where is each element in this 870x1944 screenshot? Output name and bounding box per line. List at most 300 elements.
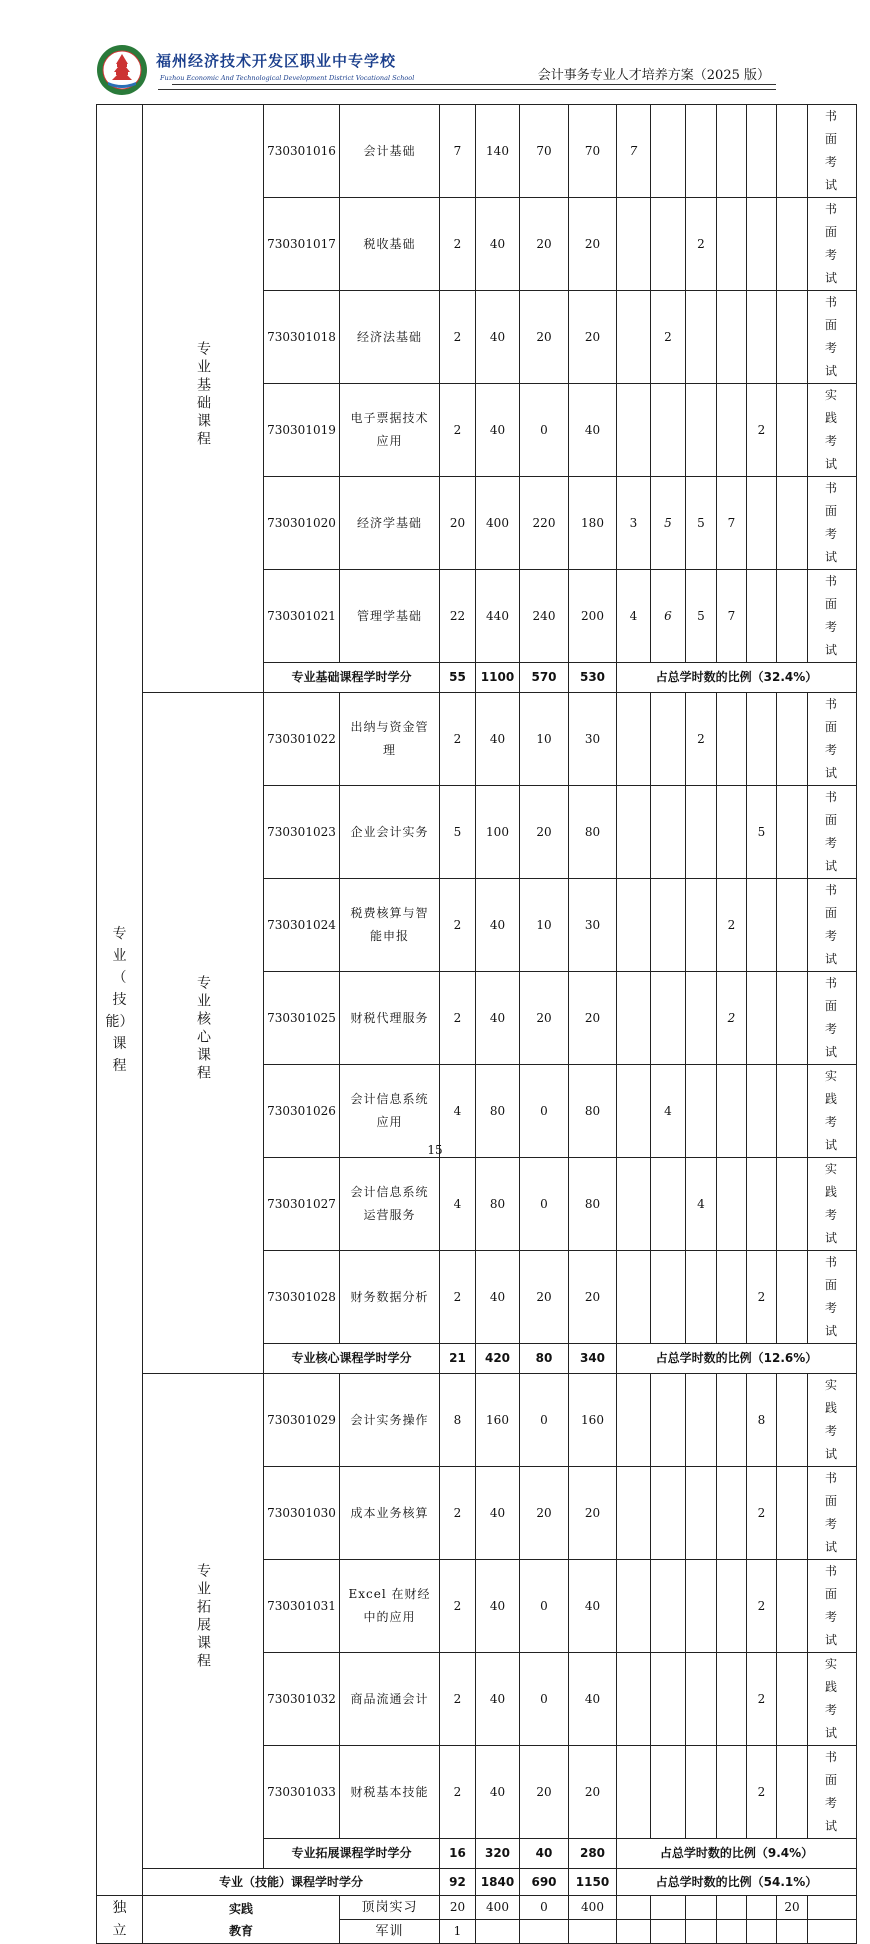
semester-s1 <box>617 1158 651 1251</box>
semester-s5 <box>747 1920 777 1944</box>
assessment-text: 书面考试 <box>824 976 839 1059</box>
semester-s3 <box>686 972 717 1065</box>
semester-s6 <box>777 1653 808 1746</box>
assessment <box>808 1467 857 1560</box>
semester-s4 <box>717 1560 747 1653</box>
course-hours: 40 <box>476 1560 520 1653</box>
group-label <box>143 1374 264 1869</box>
course-practice: 30 <box>569 879 617 972</box>
assessment <box>808 570 857 663</box>
semester-s5 <box>747 1896 777 1920</box>
practice-category <box>143 1896 340 1944</box>
summary-ratio: 占总学时数的比例（9.4%） <box>617 1839 857 1869</box>
course-credit: 7 <box>440 105 476 198</box>
semester-s3 <box>686 1920 717 1944</box>
semester-s2 <box>651 105 686 198</box>
semester-s1 <box>617 198 651 291</box>
course-theory: 20 <box>520 198 569 291</box>
summary-credit: 55 <box>440 663 476 693</box>
semester-s4: 2 <box>717 879 747 972</box>
summary-hours: 420 <box>476 1344 520 1374</box>
course-theory: 10 <box>520 879 569 972</box>
semester-s1 <box>617 291 651 384</box>
course-hours: 80 <box>476 1065 520 1158</box>
course-theory: 20 <box>520 972 569 1065</box>
course-name <box>340 1251 440 1344</box>
assessment-text: 书面考试 <box>824 574 839 657</box>
course-hours: 400 <box>476 477 520 570</box>
total-credit: 92 <box>440 1869 476 1896</box>
course-code: 730301027 <box>264 1158 340 1251</box>
semester-s6 <box>777 1920 808 1944</box>
semester-s3 <box>686 1467 717 1560</box>
semester-s2 <box>651 786 686 879</box>
semester-s2 <box>651 1920 686 1944</box>
course-code: 730301018 <box>264 291 340 384</box>
assessment <box>808 1896 857 1920</box>
course-name <box>340 1158 440 1251</box>
course-theory: 0 <box>520 1560 569 1653</box>
course-credit: 2 <box>440 1653 476 1746</box>
course-theory: 20 <box>520 1746 569 1839</box>
semester-s5 <box>747 477 777 570</box>
assessment-text: 书面考试 <box>824 1564 839 1647</box>
course-code: 730301033 <box>264 1746 340 1839</box>
practice-practice: 400 <box>569 1896 617 1920</box>
header-rule-thin <box>158 89 776 90</box>
group-label <box>143 105 264 693</box>
summary-label: 专业核心课程学时学分 <box>264 1344 440 1374</box>
semester-s2: 6 <box>651 570 686 663</box>
assessment <box>808 1920 857 1944</box>
course-name <box>340 693 440 786</box>
semester-s6 <box>777 1560 808 1653</box>
course-name-text: 企业会计实务 <box>350 824 429 839</box>
semester-s5: 2 <box>747 1251 777 1344</box>
semester-s1 <box>617 1896 651 1920</box>
course-code: 730301032 <box>264 1653 340 1746</box>
category-line: 实践 <box>228 1901 253 1916</box>
assessment-text: 书面考试 <box>824 883 839 966</box>
course-code: 730301028 <box>264 1251 340 1344</box>
semester-s3: 4 <box>686 1158 717 1251</box>
assessment-text: 书面考试 <box>824 109 839 192</box>
group-name: 专业拓展课程 <box>195 1563 211 1671</box>
semester-s1 <box>617 384 651 477</box>
practice-practice <box>569 1920 617 1944</box>
section-char: （ <box>112 970 127 986</box>
section-char: 程 <box>112 1058 127 1074</box>
semester-s4: 7 <box>717 570 747 663</box>
course-practice: 20 <box>569 1251 617 1344</box>
semester-s1: 4 <box>617 570 651 663</box>
course-name <box>340 291 440 384</box>
summary-credit: 21 <box>440 1344 476 1374</box>
course-theory: 20 <box>520 291 569 384</box>
course-hours: 440 <box>476 570 520 663</box>
semester-s3: 2 <box>686 693 717 786</box>
semester-s5 <box>747 291 777 384</box>
semester-s6 <box>777 384 808 477</box>
semester-s6 <box>777 786 808 879</box>
course-name <box>340 1746 440 1839</box>
semester-s6 <box>777 1374 808 1467</box>
course-credit: 2 <box>440 198 476 291</box>
course-name-text: 财税基本技能 <box>350 1784 429 1799</box>
semester-s6 <box>777 1251 808 1344</box>
course-theory: 20 <box>520 1251 569 1344</box>
assessment <box>808 786 857 879</box>
semester-s2 <box>651 693 686 786</box>
course-practice: 20 <box>569 972 617 1065</box>
semester-s3 <box>686 105 717 198</box>
semester-s3 <box>686 291 717 384</box>
course-practice: 20 <box>569 291 617 384</box>
independent-text: 独立 <box>112 1899 127 1939</box>
course-name <box>340 105 440 198</box>
total-hours: 1840 <box>476 1869 520 1896</box>
semester-s4 <box>717 1746 747 1839</box>
semester-s1 <box>617 786 651 879</box>
section-label <box>97 105 143 1896</box>
header-rule <box>172 84 776 85</box>
course-hours: 40 <box>476 291 520 384</box>
assessment <box>808 1560 857 1653</box>
course-code: 730301022 <box>264 693 340 786</box>
course-theory: 20 <box>520 786 569 879</box>
semester-s2: 2 <box>651 291 686 384</box>
semester-s1 <box>617 1746 651 1839</box>
assessment <box>808 1374 857 1467</box>
semester-s3: 5 <box>686 570 717 663</box>
page-number: 15 <box>427 1143 443 1157</box>
course-name <box>340 786 440 879</box>
course-hours: 40 <box>476 1746 520 1839</box>
course-name-text: 经济法基础 <box>356 329 422 344</box>
course-practice: 80 <box>569 1158 617 1251</box>
course-code: 730301029 <box>264 1374 340 1467</box>
semester-s2 <box>651 1746 686 1839</box>
semester-s5: 2 <box>747 1560 777 1653</box>
semester-s4 <box>717 1920 747 1944</box>
assessment-text: 书面考试 <box>824 202 839 285</box>
summary-theory: 570 <box>520 663 569 693</box>
course-hours: 40 <box>476 972 520 1065</box>
course-code: 730301020 <box>264 477 340 570</box>
assessment-text: 实践考试 <box>824 1378 839 1461</box>
course-credit: 2 <box>440 1746 476 1839</box>
semester-s6 <box>777 972 808 1065</box>
course-practice: 20 <box>569 1746 617 1839</box>
assessment-text: 书面考试 <box>824 1471 839 1554</box>
summary-ratio: 占总学时数的比例（32.4%） <box>617 663 857 693</box>
semester-s5 <box>747 105 777 198</box>
course-credit: 2 <box>440 291 476 384</box>
summary-ratio: 占总学时数的比例（12.6%） <box>617 1344 857 1374</box>
course-credit: 2 <box>440 1467 476 1560</box>
course-code: 730301016 <box>264 105 340 198</box>
course-code: 730301017 <box>264 198 340 291</box>
semester-s3 <box>686 1560 717 1653</box>
course-practice: 40 <box>569 1653 617 1746</box>
summary-label: 专业基础课程学时学分 <box>264 663 440 693</box>
course-name-text: 商品流通会计 <box>350 1691 429 1706</box>
independent-row <box>97 1896 857 1920</box>
course-name-text: Excel 在财经中的应用 <box>348 1587 431 1624</box>
assessment-text: 实践考试 <box>824 1069 839 1152</box>
section-char: 技 <box>112 992 127 1008</box>
school-name-en: Fuzhou Economic And Technological Development District Vocational School <box>160 74 415 82</box>
semester-s2 <box>651 972 686 1065</box>
course-practice: 80 <box>569 786 617 879</box>
semester-s4 <box>717 1653 747 1746</box>
table-row <box>97 693 857 786</box>
course-theory: 10 <box>520 693 569 786</box>
semester-s5 <box>747 198 777 291</box>
course-practice: 30 <box>569 693 617 786</box>
course-credit: 2 <box>440 1560 476 1653</box>
assessment <box>808 1746 857 1839</box>
course-code: 730301030 <box>264 1467 340 1560</box>
semester-s4 <box>717 198 747 291</box>
assessment-text: 实践考试 <box>824 388 839 471</box>
course-code: 730301024 <box>264 879 340 972</box>
semester-s2: 5 <box>651 477 686 570</box>
table-row <box>97 105 857 198</box>
assessment <box>808 384 857 477</box>
semester-s6: 20 <box>777 1896 808 1920</box>
course-credit: 22 <box>440 570 476 663</box>
practice-theory: 0 <box>520 1896 569 1920</box>
course-code: 730301021 <box>264 570 340 663</box>
assessment-text: 书面考试 <box>824 1255 839 1338</box>
course-hours: 40 <box>476 1251 520 1344</box>
practice-theory <box>520 1920 569 1944</box>
course-credit: 4 <box>440 1158 476 1251</box>
semester-s4: 7 <box>717 477 747 570</box>
assessment-text: 书面考试 <box>824 1750 839 1833</box>
course-name <box>340 477 440 570</box>
semester-s2 <box>651 384 686 477</box>
semester-s6 <box>777 477 808 570</box>
semester-s4: 2 <box>717 972 747 1065</box>
assessment <box>808 1251 857 1344</box>
course-credit: 2 <box>440 693 476 786</box>
course-hours: 40 <box>476 1653 520 1746</box>
course-name <box>340 1560 440 1653</box>
summary-theory: 40 <box>520 1839 569 1869</box>
total-theory: 690 <box>520 1869 569 1896</box>
course-name-text: 税费核算与智能申报 <box>350 906 429 943</box>
course-hours: 40 <box>476 384 520 477</box>
semester-s6 <box>777 291 808 384</box>
semester-s5: 5 <box>747 786 777 879</box>
semester-s4 <box>717 384 747 477</box>
summary-practice: 340 <box>569 1344 617 1374</box>
semester-s2 <box>651 1251 686 1344</box>
course-credit: 20 <box>440 477 476 570</box>
semester-s2 <box>651 1653 686 1746</box>
assessment-text: 书面考试 <box>824 697 839 780</box>
course-name <box>340 879 440 972</box>
semester-s5: 2 <box>747 1467 777 1560</box>
assessment <box>808 477 857 570</box>
summary-hours: 320 <box>476 1839 520 1869</box>
assessment-text: 书面考试 <box>824 790 839 873</box>
course-name <box>340 1653 440 1746</box>
semester-s3 <box>686 384 717 477</box>
course-hours: 40 <box>476 198 520 291</box>
semester-s4 <box>717 693 747 786</box>
course-name <box>340 198 440 291</box>
course-practice: 160 <box>569 1374 617 1467</box>
semester-s1 <box>617 1560 651 1653</box>
course-practice: 20 <box>569 1467 617 1560</box>
semester-s2 <box>651 879 686 972</box>
summary-hours: 1100 <box>476 663 520 693</box>
assessment <box>808 879 857 972</box>
semester-s4 <box>717 1467 747 1560</box>
semester-s3 <box>686 786 717 879</box>
course-name <box>340 384 440 477</box>
course-name-text: 管理学基础 <box>356 608 422 623</box>
group-name: 专业核心课程 <box>195 975 211 1083</box>
semester-s5 <box>747 570 777 663</box>
semester-s5: 2 <box>747 1653 777 1746</box>
semester-s2 <box>651 1374 686 1467</box>
course-credit: 2 <box>440 972 476 1065</box>
total-ratio: 占总学时数的比例（54.1%） <box>617 1869 857 1896</box>
course-name-text: 电子票据技术应用 <box>350 411 429 448</box>
semester-s5: 2 <box>747 384 777 477</box>
course-code: 730301031 <box>264 1560 340 1653</box>
assessment <box>808 972 857 1065</box>
semester-s4 <box>717 1374 747 1467</box>
course-hours: 160 <box>476 1374 520 1467</box>
semester-s1 <box>617 1467 651 1560</box>
course-name-text: 财税代理服务 <box>350 1010 429 1025</box>
course-code: 730301019 <box>264 384 340 477</box>
semester-s6 <box>777 1158 808 1251</box>
course-name <box>340 570 440 663</box>
semester-s1 <box>617 972 651 1065</box>
semester-s1: 7 <box>617 105 651 198</box>
course-hours: 40 <box>476 1467 520 1560</box>
practice-item-name: 顶岗实习 <box>340 1896 440 1920</box>
document-title: 会计事务专业人才培养方案（2025 版） <box>537 68 770 83</box>
course-practice: 20 <box>569 198 617 291</box>
assessment-text: 书面考试 <box>824 481 839 564</box>
semester-s6 <box>777 879 808 972</box>
semester-s3 <box>686 1653 717 1746</box>
course-theory: 220 <box>520 477 569 570</box>
group-label <box>143 693 264 1374</box>
course-name-text: 税收基础 <box>363 236 416 251</box>
section-char: 能） <box>105 1014 134 1030</box>
practice-hours <box>476 1920 520 1944</box>
practice-hours: 400 <box>476 1896 520 1920</box>
semester-s1 <box>617 693 651 786</box>
semester-s5 <box>747 879 777 972</box>
semester-s5 <box>747 693 777 786</box>
course-name-text: 会计信息系统运营服务 <box>350 1185 429 1222</box>
semester-s6 <box>777 1467 808 1560</box>
summary-label: 专业拓展课程学时学分 <box>264 1839 440 1869</box>
semester-s3 <box>686 879 717 972</box>
course-name <box>340 972 440 1065</box>
assessment <box>808 1653 857 1746</box>
course-theory: 0 <box>520 1158 569 1251</box>
total-practice: 1150 <box>569 1869 617 1896</box>
semester-s6 <box>777 693 808 786</box>
school-name-cn: 福州经济技术开发区职业中专学校 <box>156 52 397 70</box>
school-logo-icon <box>96 44 148 96</box>
practice-credit: 1 <box>440 1920 476 1944</box>
assessment <box>808 105 857 198</box>
semester-s4 <box>717 1251 747 1344</box>
course-name-text: 会计基础 <box>363 143 416 158</box>
semester-s2 <box>651 1467 686 1560</box>
semester-s4 <box>717 291 747 384</box>
course-credit: 4 <box>440 1065 476 1158</box>
semester-s3 <box>686 1896 717 1920</box>
course-credit: 5 <box>440 786 476 879</box>
semester-s6 <box>777 105 808 198</box>
course-credit: 2 <box>440 879 476 972</box>
practice-credit: 20 <box>440 1896 476 1920</box>
semester-s2 <box>651 1560 686 1653</box>
semester-s4 <box>717 1896 747 1920</box>
course-name-text: 经济学基础 <box>356 515 422 530</box>
semester-s3: 5 <box>686 477 717 570</box>
semester-s1 <box>617 1653 651 1746</box>
course-practice: 180 <box>569 477 617 570</box>
group-name: 专业基础课程 <box>195 340 211 449</box>
total-row <box>97 1869 857 1896</box>
course-hours: 140 <box>476 105 520 198</box>
course-code: 730301025 <box>264 972 340 1065</box>
course-name-text: 出纳与资金管理 <box>350 720 429 757</box>
semester-s1 <box>617 879 651 972</box>
semester-s2 <box>651 1158 686 1251</box>
page-header <box>96 40 776 96</box>
semester-s4 <box>717 105 747 198</box>
semester-s5 <box>747 1158 777 1251</box>
section-char: 课 <box>112 1036 127 1052</box>
semester-s3 <box>686 1746 717 1839</box>
semester-s6 <box>777 198 808 291</box>
semester-s3 <box>686 1374 717 1467</box>
semester-s1 <box>617 1920 651 1944</box>
course-hours: 40 <box>476 693 520 786</box>
assessment-text: 书面考试 <box>824 295 839 378</box>
course-hours: 40 <box>476 879 520 972</box>
semester-s2 <box>651 198 686 291</box>
course-name-text: 财务数据分析 <box>350 1289 429 1304</box>
course-practice: 40 <box>569 1560 617 1653</box>
course-hours: 80 <box>476 1158 520 1251</box>
table-row <box>97 1374 857 1467</box>
semester-s4 <box>717 786 747 879</box>
course-theory: 70 <box>520 105 569 198</box>
semester-s5: 8 <box>747 1374 777 1467</box>
course-name-text: 会计实务操作 <box>350 1412 429 1427</box>
semester-s1: 3 <box>617 477 651 570</box>
course-theory: 0 <box>520 1065 569 1158</box>
course-theory: 0 <box>520 1653 569 1746</box>
course-credit: 8 <box>440 1374 476 1467</box>
semester-s6 <box>777 570 808 663</box>
